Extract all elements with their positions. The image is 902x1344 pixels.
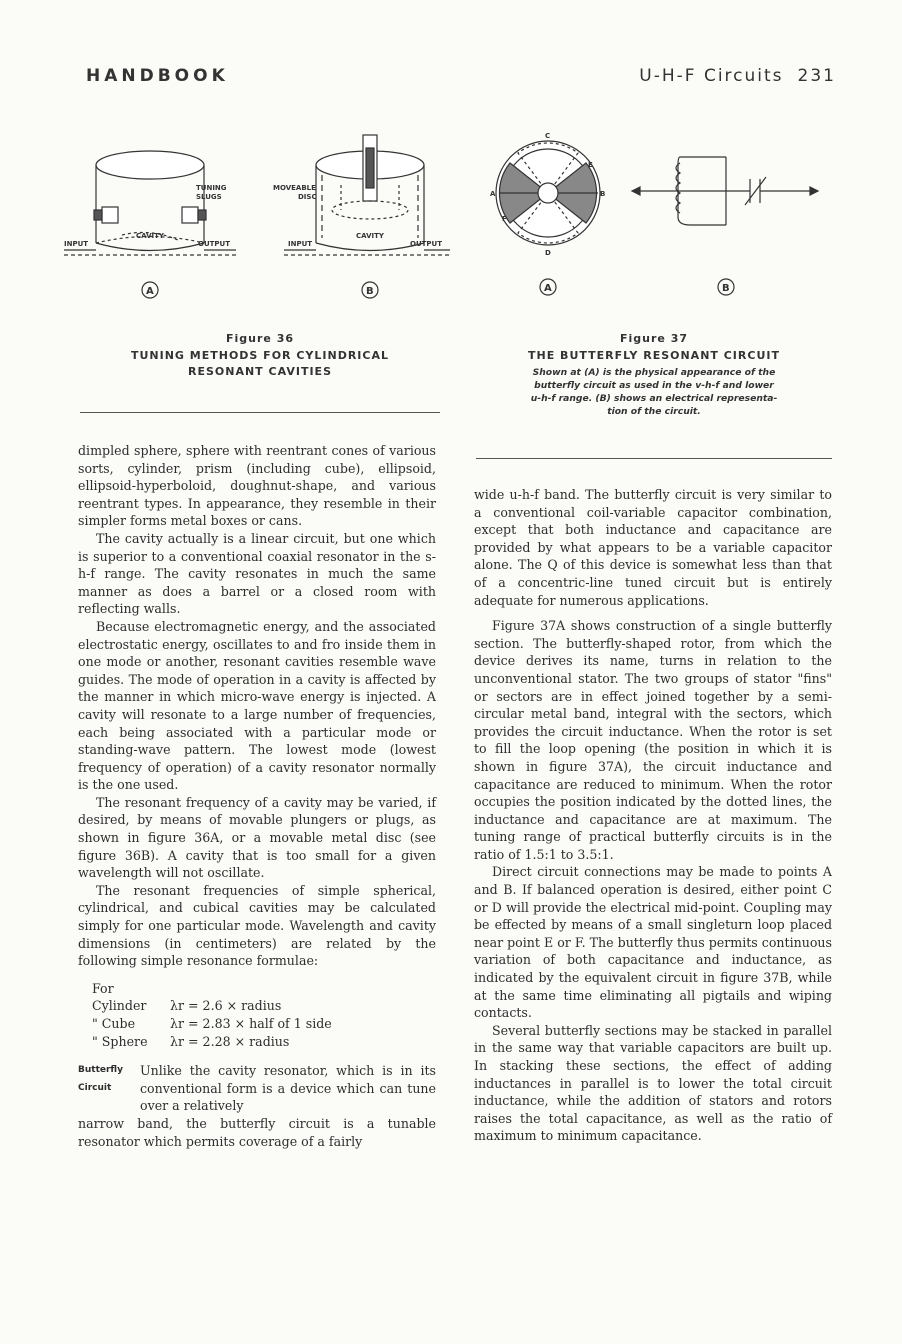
label-output-a: OUTPUT xyxy=(198,240,230,248)
right-column xyxy=(474,486,832,1145)
figure-37-caption xyxy=(476,332,832,418)
label-slugs: SLUGS xyxy=(196,193,222,201)
side-heading-line: Circuit xyxy=(78,1082,112,1093)
panel-b-marker: B xyxy=(722,283,730,294)
running-head-right xyxy=(625,66,836,86)
point-f: F xyxy=(502,215,507,223)
figure-description-line: butterfly circuit as used in the v-h-f and lower xyxy=(534,380,774,391)
figure-36-drawing xyxy=(60,130,450,310)
paragraph: The cavity actually is a linear circuit, but one which is superior to a conventional coaxial resonator in the s-h-f range. The cavity resonates in much the same manner as does a barrel or a closed room with reflecting walls. xyxy=(78,530,436,617)
paragraph: Several butterfly sections may be stacked in parallel in the same way that variable capacitors are built up. In stacking these sections, the effect of adding inductances in parallel is to lower the total circuit inductance, while the addition of stators and rotors raises the total capacitance, as well as the ratio of maximum to minimum capacitance. xyxy=(474,1022,832,1144)
formula-expression: λr = 2.83 × half of 1 side xyxy=(170,1016,332,1031)
label-output-b: OUTPUT xyxy=(410,240,442,248)
paragraph: Figure 37A shows construction of a single butterfly section. The butterfly-shaped rotor, from which the device derives its name, turns in relation to the unconventional stator. The two groups of stator "fins" or sectors are in effect joined together by a semi-circular metal band, integral with the sectors, which provides the circuit inductance. When the rotor is set to fill the loop opening (the position in which it is shown in figure 37A), the circuit inductance and capacitance are reduced to minimum. When the rotor occupies the position indicated by the dotted lines, the inductance and capacitance are at maximum. The tuning range of practical butterfly circuits is in the ratio of 1.5:1 to 3.5:1. xyxy=(474,618,832,862)
label-cavity-b: CAVITY xyxy=(356,232,384,240)
paragraph: Because electromagnetic energy, and the associated electrostatic energy, oscillates to and fro inside them in one mode or another, resonant cavities resemble wave guides. The mode of operation in a cavity is affected by the manner in which micro-wave energy is injected. A cavity will resonate to a large number of frequencies, each being associated with a particular mode or standing-wave pattern. The lowest mode (lowest frequency of operation) of a cavity resonator normally is the one used. xyxy=(78,618,436,793)
divider xyxy=(476,458,832,459)
label-input-a: INPUT xyxy=(64,240,89,248)
paragraph: Direct circuit connections may be made to points A and B. If balanced operation is desired, either point C or D will provide the electrical mid-point. Coupling may be effected by means of a small singleturn loop placed near point E or F. The butterfly thus permits continuous variation of both capacitance and inductance, as indicated by the equivalent circuit in figure 37B, while at the same time eliminating all pigtails and wiping contacts. xyxy=(474,864,832,1021)
figure-description-line: Shown at (A) is the physical appearance of the xyxy=(532,367,776,378)
label-moveable: MOVEABLE xyxy=(273,184,316,192)
formula-row xyxy=(92,1033,436,1051)
panel-a-marker: A xyxy=(146,286,154,297)
panel-b-marker: B xyxy=(366,286,374,297)
formula-row xyxy=(92,1015,436,1033)
left-column xyxy=(78,442,436,1150)
formula-row xyxy=(92,980,436,1015)
side-heading-line: Butterfly xyxy=(78,1065,123,1076)
paragraph: The resonant frequency of a cavity may be varied, if desired, by means of movable plungers or plugs, as shown in figure 36A, or a movable metal disc (see figure 36B). A cavity that is too small for a given wavelength will not oscillate. xyxy=(78,794,436,881)
divider xyxy=(80,412,440,413)
figure-description-line: tion of the circuit. xyxy=(607,406,701,417)
figure-title-line: TUNING METHODS FOR CYLINDRICAL xyxy=(130,349,389,362)
paragraph: Unlike the cavity resonator, which is in its conventional form is a device which can tune over a relatively xyxy=(140,1063,436,1114)
paragraph: dimpled sphere, sphere with reentrant cones of various sorts, cylinder, prism (including cube), ellipsoid, ellipsoid-hyperboloid, doughnut-shape, and various reentrant types. In appearance, they resemble in their simpler forms metal boxes or cans. xyxy=(78,443,436,529)
side-heading-block xyxy=(78,1062,436,1115)
panel-a-marker: A xyxy=(544,283,552,294)
figure-number: Figure 36 xyxy=(225,332,294,345)
section-title: U-H-F Circuits xyxy=(639,66,784,86)
formula-expression: λr = 2.6 × radius xyxy=(170,998,282,1014)
paragraph: narrow band, the butterfly circuit is a tunable resonator which permits coverage of a fairly xyxy=(78,1115,436,1149)
resonance-formulae xyxy=(92,980,436,1050)
point-e: E xyxy=(588,161,593,169)
side-heading xyxy=(78,1062,140,1115)
figure-title: THE BUTTERFLY RESONANT CIRCUIT xyxy=(528,349,780,362)
figure-37-drawing xyxy=(480,125,840,305)
label-disc: DISC xyxy=(298,193,317,201)
figure-title-line: RESONANT CAVITIES xyxy=(188,365,332,378)
point-b: B xyxy=(600,190,606,198)
point-a: A xyxy=(490,190,496,198)
paragraph: The resonant frequencies of simple spherical, cylindrical, and cubical cavities may be calculated simply for one particular mode. Wavelength and cavity dimensions (in centimeters) are related by the following simple resonance formulae: xyxy=(78,882,436,969)
page-number: 231 xyxy=(797,66,836,86)
formula-shape: For Cylinder xyxy=(92,980,147,1014)
figure-description-line: u-h-f range. (B) shows an electrical representa- xyxy=(530,393,778,404)
label-input-b: INPUT xyxy=(288,240,313,248)
label-cavity-a: CAVITY xyxy=(136,232,164,240)
formula-shape: " Cube xyxy=(92,1016,136,1031)
running-head: HANDBOOK xyxy=(86,66,229,86)
point-c: C xyxy=(545,132,551,140)
point-d: D xyxy=(545,249,551,257)
formula-expression: λr = 2.28 × radius xyxy=(170,1033,290,1049)
label-tuning: TUNING xyxy=(196,184,227,192)
formula-shape: " Sphere xyxy=(92,1033,148,1049)
figure-number: Figure 37 xyxy=(619,332,688,345)
paragraph: wide u-h-f band. The butterfly circuit is very similar to a conventional coil-variable capacitor combination, except that both inductance and capacitance are provided by what appears to be a variable capacitor alone. The Q of this device is somewhat less than that of a concentric-line tuned circuit but is entirely adequate for numerous applications. xyxy=(474,487,832,608)
figure-36-caption xyxy=(90,332,430,380)
